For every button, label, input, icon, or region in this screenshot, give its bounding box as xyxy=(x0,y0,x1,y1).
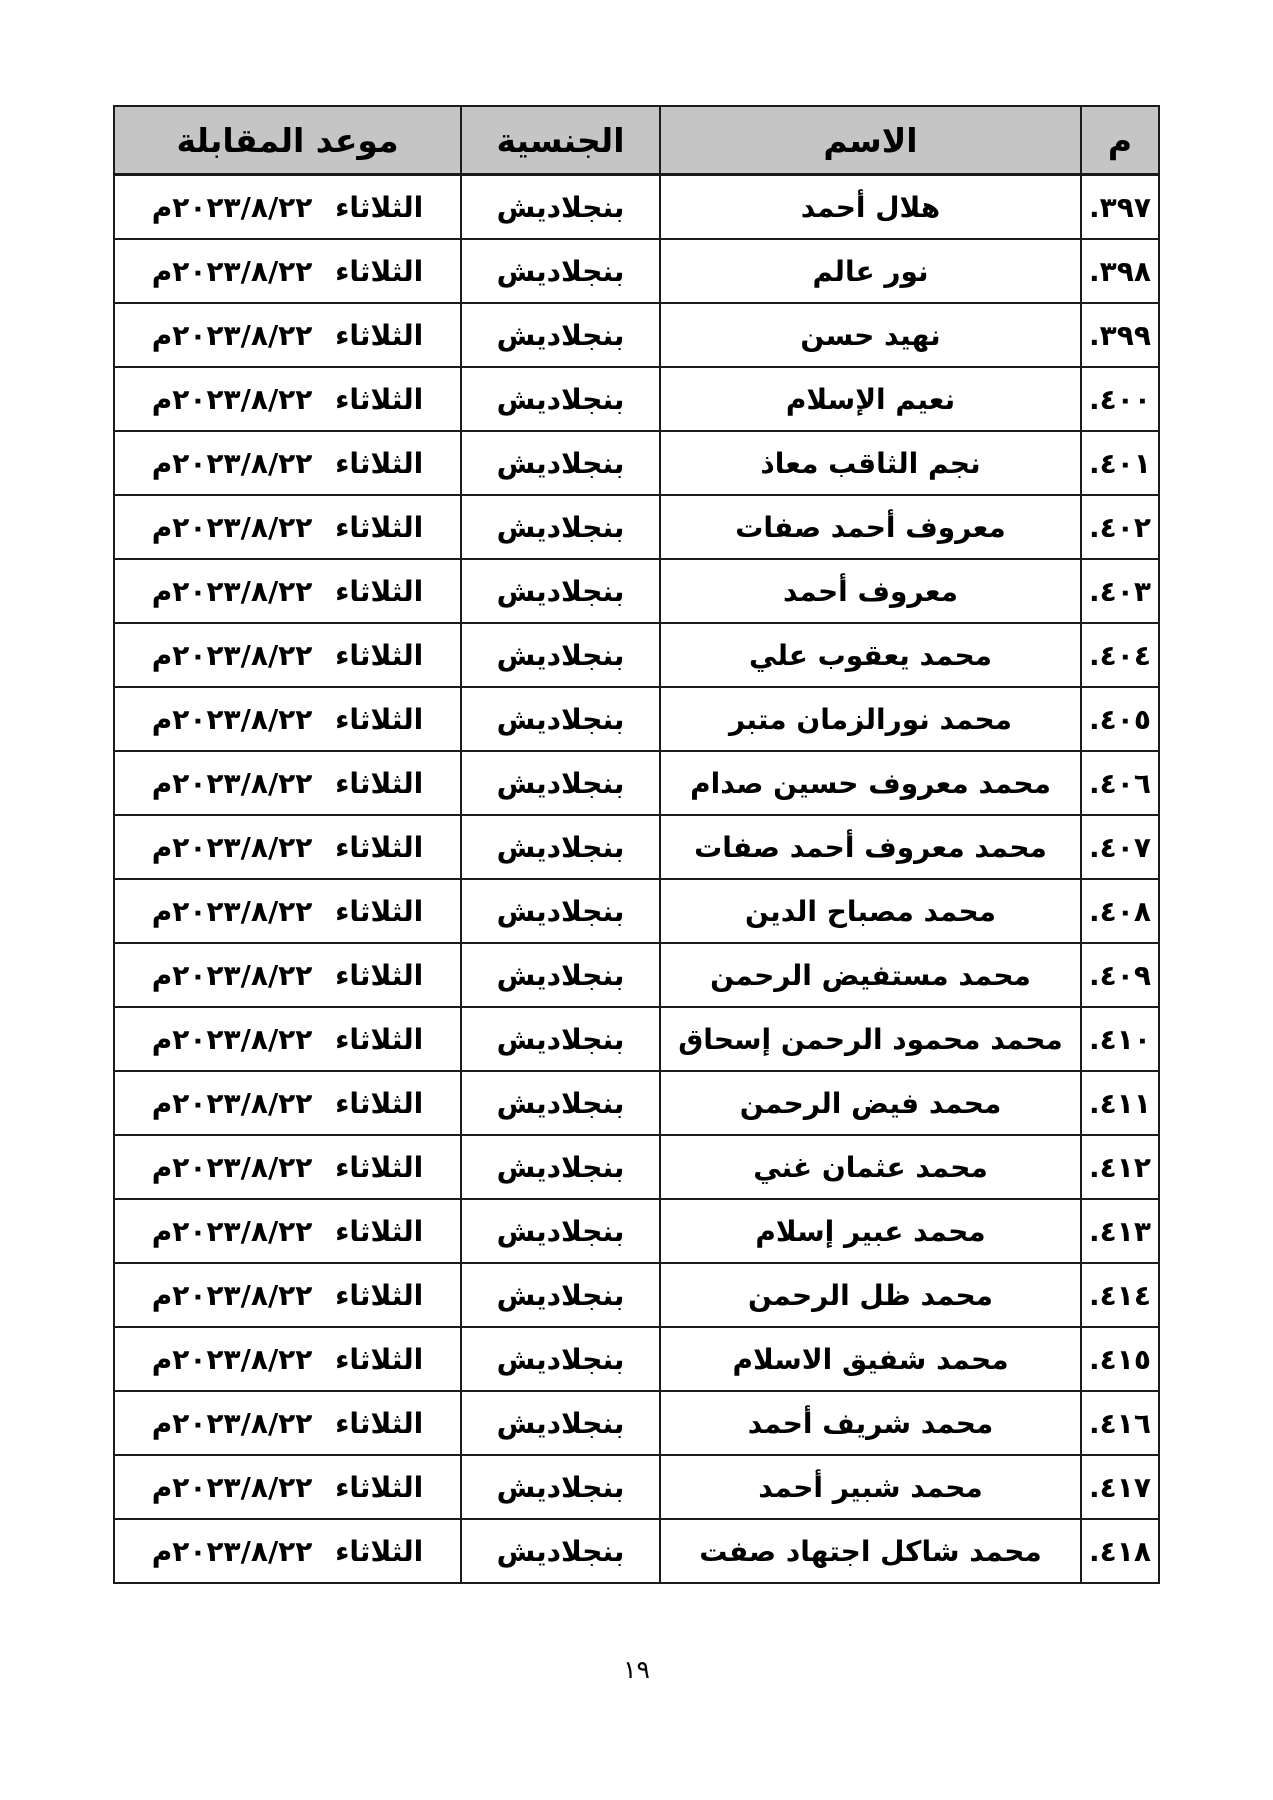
applicant-name: هلال أحمد xyxy=(660,175,1081,240)
applicant-name: نهيد حسن xyxy=(660,303,1081,367)
table-row xyxy=(114,367,1159,431)
row-number: ٤١٥. xyxy=(1081,1327,1159,1391)
table-row xyxy=(114,239,1159,303)
table-row xyxy=(114,1263,1159,1327)
row-number: ٤٠١. xyxy=(1081,431,1159,495)
applicant-name: محمد فيض الرحمن xyxy=(660,1071,1081,1135)
nationality: بنجلاديش xyxy=(461,1263,660,1327)
table-row xyxy=(114,1519,1159,1583)
row-number: ٤٠٢. xyxy=(1081,495,1159,559)
nationality: بنجلاديش xyxy=(461,495,660,559)
nationality: بنجلاديش xyxy=(461,1391,660,1455)
row-number: ٤٠٠. xyxy=(1081,367,1159,431)
row-number: ٤١٤. xyxy=(1081,1263,1159,1327)
table-row xyxy=(114,303,1159,367)
table-row xyxy=(114,751,1159,815)
table-body xyxy=(114,175,1159,1584)
table-row xyxy=(114,1199,1159,1263)
nationality: بنجلاديش xyxy=(461,1135,660,1199)
row-number: ٣٩٨. xyxy=(1081,239,1159,303)
table-row xyxy=(114,1391,1159,1455)
table-row xyxy=(114,1007,1159,1071)
interview-date: الثلاثاء ٢٠٢٣/٨/٢٢م xyxy=(114,1391,461,1455)
interview-date: الثلاثاء ٢٠٢٣/٨/٢٢م xyxy=(114,751,461,815)
nationality: بنجلاديش xyxy=(461,943,660,1007)
nationality: بنجلاديش xyxy=(461,751,660,815)
applicant-name: محمد محمود الرحمن إسحاق xyxy=(660,1007,1081,1071)
applicant-name: معروف أحمد xyxy=(660,559,1081,623)
interview-date: الثلاثاء ٢٠٢٣/٨/٢٢م xyxy=(114,495,461,559)
row-number: ٤٠٤. xyxy=(1081,623,1159,687)
row-number: ٤٠٨. xyxy=(1081,879,1159,943)
nationality: بنجلاديش xyxy=(461,175,660,240)
table-row xyxy=(114,559,1159,623)
table-row xyxy=(114,1455,1159,1519)
applicant-name: محمد معروف أحمد صفات xyxy=(660,815,1081,879)
table-row xyxy=(114,175,1159,240)
applicant-name: محمد مستفيض الرحمن xyxy=(660,943,1081,1007)
interview-date: الثلاثاء ٢٠٢٣/٨/٢٢م xyxy=(114,1455,461,1519)
interview-date: الثلاثاء ٢٠٢٣/٨/٢٢م xyxy=(114,943,461,1007)
interview-date: الثلاثاء ٢٠٢٣/٨/٢٢م xyxy=(114,623,461,687)
col-header-nationality: الجنسية xyxy=(461,106,660,175)
table-row xyxy=(114,1071,1159,1135)
row-number: ٤١٢. xyxy=(1081,1135,1159,1199)
table-row xyxy=(114,943,1159,1007)
col-header-number: م xyxy=(1081,106,1159,175)
applicant-name: محمد شاكل اجتهاد صفت xyxy=(660,1519,1081,1583)
row-number: ٤١٣. xyxy=(1081,1199,1159,1263)
applicant-name: نجم الثاقب معاذ xyxy=(660,431,1081,495)
interview-date: الثلاثاء ٢٠٢٣/٨/٢٢م xyxy=(114,559,461,623)
row-number: ٤١٨. xyxy=(1081,1519,1159,1583)
nationality: بنجلاديش xyxy=(461,1519,660,1583)
interview-date: الثلاثاء ٢٠٢٣/٨/٢٢م xyxy=(114,431,461,495)
row-number: ٤١٦. xyxy=(1081,1391,1159,1455)
interview-date: الثلاثاء ٢٠٢٣/٨/٢٢م xyxy=(114,815,461,879)
applicant-name: محمد عثمان غني xyxy=(660,1135,1081,1199)
interview-date: الثلاثاء ٢٠٢٣/٨/٢٢م xyxy=(114,1263,461,1327)
row-number: ٤١٠. xyxy=(1081,1007,1159,1071)
applicant-name: محمد شفيق الاسلام xyxy=(660,1327,1081,1391)
row-number: ٤١١. xyxy=(1081,1071,1159,1135)
page-number: ١٩ xyxy=(623,1655,650,1684)
header-row xyxy=(114,106,1159,175)
col-header-interview-date: موعد المقابلة xyxy=(114,106,461,175)
row-number: ٤٠٦. xyxy=(1081,751,1159,815)
row-number: ٤٠٩. xyxy=(1081,943,1159,1007)
nationality: بنجلاديش xyxy=(461,623,660,687)
row-number: ٣٩٩. xyxy=(1081,303,1159,367)
table-row xyxy=(114,495,1159,559)
nationality: بنجلاديش xyxy=(461,559,660,623)
interview-date: الثلاثاء ٢٠٢٣/٨/٢٢م xyxy=(114,879,461,943)
table-row xyxy=(114,687,1159,751)
table-row xyxy=(114,1327,1159,1391)
applicant-name: محمد يعقوب علي xyxy=(660,623,1081,687)
row-number: ٤٠٣. xyxy=(1081,559,1159,623)
col-header-name: الاسم xyxy=(660,106,1081,175)
nationality: بنجلاديش xyxy=(461,1071,660,1135)
nationality: بنجلاديش xyxy=(461,815,660,879)
nationality: بنجلاديش xyxy=(461,303,660,367)
applicant-name: معروف أحمد صفات xyxy=(660,495,1081,559)
nationality: بنجلاديش xyxy=(461,239,660,303)
interview-date: الثلاثاء ٢٠٢٣/٨/٢٢م xyxy=(114,687,461,751)
nationality: بنجلاديش xyxy=(461,367,660,431)
applicant-name: نور عالم xyxy=(660,239,1081,303)
applicant-name: محمد شبير أحمد xyxy=(660,1455,1081,1519)
nationality: بنجلاديش xyxy=(461,1327,660,1391)
interview-date: الثلاثاء ٢٠٢٣/٨/٢٢م xyxy=(114,303,461,367)
row-number: ٣٩٧. xyxy=(1081,175,1159,240)
nationality: بنجلاديش xyxy=(461,879,660,943)
nationality: بنجلاديش xyxy=(461,1199,660,1263)
interview-date: الثلاثاء ٢٠٢٣/٨/٢٢م xyxy=(114,1199,461,1263)
nationality: بنجلاديش xyxy=(461,431,660,495)
applicant-name: محمد معروف حسين صدام xyxy=(660,751,1081,815)
interview-date: الثلاثاء ٢٠٢٣/٨/٢٢م xyxy=(114,1071,461,1135)
interview-schedule-table xyxy=(113,105,1160,1584)
table-header xyxy=(114,106,1159,175)
applicant-name: محمد ظل الرحمن xyxy=(660,1263,1081,1327)
nationality: بنجلاديش xyxy=(461,1455,660,1519)
applicant-name: محمد شريف أحمد xyxy=(660,1391,1081,1455)
interview-date: الثلاثاء ٢٠٢٣/٨/٢٢م xyxy=(114,1007,461,1071)
nationality: بنجلاديش xyxy=(461,687,660,751)
table-row xyxy=(114,431,1159,495)
interview-date: الثلاثاء ٢٠٢٣/٨/٢٢م xyxy=(114,175,461,240)
table-row xyxy=(114,879,1159,943)
interview-date: الثلاثاء ٢٠٢٣/٨/٢٢م xyxy=(114,1519,461,1583)
table-row xyxy=(114,1135,1159,1199)
table-row xyxy=(114,623,1159,687)
row-number: ٤٠٧. xyxy=(1081,815,1159,879)
row-number: ٤٠٥. xyxy=(1081,687,1159,751)
table-row xyxy=(114,815,1159,879)
applicant-name: محمد نورالزمان متبر xyxy=(660,687,1081,751)
interview-date: الثلاثاء ٢٠٢٣/٨/٢٢م xyxy=(114,367,461,431)
applicant-name: نعيم الإسلام xyxy=(660,367,1081,431)
applicant-name: محمد عبير إسلام xyxy=(660,1199,1081,1263)
interview-date: الثلاثاء ٢٠٢٣/٨/٢٢م xyxy=(114,239,461,303)
interview-date: الثلاثاء ٢٠٢٣/٨/٢٢م xyxy=(114,1327,461,1391)
applicant-name: محمد مصباح الدين xyxy=(660,879,1081,943)
nationality: بنجلاديش xyxy=(461,1007,660,1071)
row-number: ٤١٧. xyxy=(1081,1455,1159,1519)
interview-date: الثلاثاء ٢٠٢٣/٨/٢٢م xyxy=(114,1135,461,1199)
